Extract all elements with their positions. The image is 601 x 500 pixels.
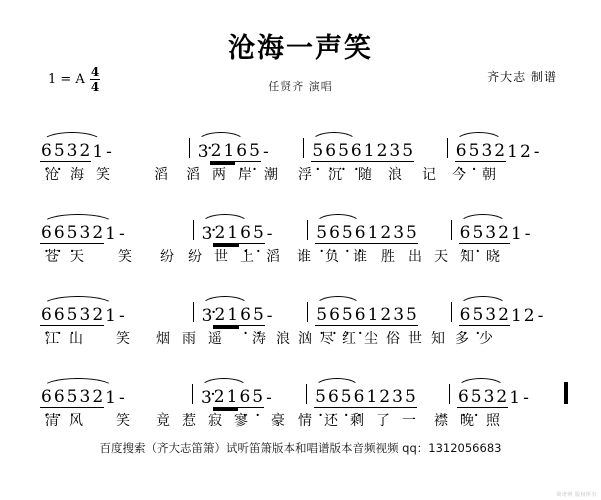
- lyric-syllable: 风: [69, 413, 83, 429]
- lyric-syllable: 惹: [182, 413, 196, 429]
- notes-row-3: [38, 292, 568, 326]
- note: 3 ·: [201, 224, 214, 244]
- note: 2: [494, 141, 506, 161]
- lyric-syllable: 今: [452, 167, 466, 183]
- lyric-syllable: 负: [325, 249, 339, 265]
- note: · 6: [40, 141, 53, 162]
- note: · 6: [40, 387, 53, 408]
- performer-credit: 任贤齐 演唱: [268, 80, 333, 93]
- key-label: 1 = A: [48, 72, 85, 87]
- note-extender: -: [118, 306, 125, 326]
- note-extender: -: [266, 306, 273, 326]
- barline: [451, 302, 452, 322]
- note-extender: -: [537, 306, 544, 326]
- note: · 6: [354, 223, 367, 244]
- barline: [189, 138, 190, 158]
- note: 1: [92, 142, 104, 162]
- barline: [193, 220, 194, 240]
- note: 1: [367, 223, 379, 243]
- note: 2: [210, 141, 222, 161]
- note: · 6: [328, 223, 341, 244]
- note-extender: -: [118, 224, 125, 244]
- measure: [309, 128, 441, 162]
- note-extender: -: [262, 142, 269, 162]
- measure: [198, 374, 301, 408]
- note: 1: [226, 387, 238, 407]
- lyric-syllable: 江: [45, 331, 59, 347]
- note: 1: [105, 388, 116, 408]
- measure: [313, 292, 445, 326]
- note: 2: [496, 387, 508, 407]
- note-extender: -: [266, 388, 272, 408]
- note: 3: [392, 387, 403, 407]
- note-extender: -: [533, 142, 540, 162]
- lyric-syllable: 记: [422, 167, 436, 183]
- note: 3 ·: [200, 388, 213, 408]
- note: · 5: [341, 223, 354, 244]
- note: · 5: [314, 387, 327, 408]
- lyric-syllable: 晓: [486, 249, 500, 265]
- lyric-syllable: 苍: [45, 249, 59, 265]
- note: 2: [519, 142, 531, 162]
- note-extender: -: [523, 388, 529, 408]
- lyric-syllable: 浮: [298, 167, 312, 183]
- lyric-syllable: 笑: [116, 331, 130, 347]
- note: 2: [380, 223, 392, 243]
- note: 3: [79, 305, 91, 325]
- lyric-syllable: 俗: [386, 331, 400, 347]
- note: · 5: [66, 387, 79, 408]
- note: · 6: [459, 305, 472, 326]
- measure: [38, 128, 184, 162]
- lyric-syllable: 涛: [252, 331, 266, 347]
- lyric-syllable: 出: [408, 249, 422, 265]
- note: · 5: [311, 141, 324, 162]
- note: 2: [92, 387, 104, 407]
- note: · 5: [53, 141, 66, 162]
- key-signature: [48, 66, 100, 93]
- note: 1: [366, 387, 378, 407]
- note-extender: -: [266, 224, 273, 244]
- lyric-syllable: 纷: [160, 249, 174, 265]
- note: 1: [363, 141, 375, 161]
- note: · 6: [238, 387, 251, 408]
- note: 2: [213, 387, 225, 407]
- lyric-syllable: 滔: [266, 249, 280, 265]
- note: 1: [223, 141, 235, 161]
- time-signature: [90, 66, 100, 93]
- page-title: 沧海一声笑: [228, 33, 373, 64]
- note: · 6: [459, 223, 472, 244]
- note: 2: [92, 305, 104, 325]
- barline: [307, 302, 308, 322]
- measure: [38, 374, 187, 408]
- note: 1: [105, 224, 116, 244]
- note: · 6: [350, 141, 363, 162]
- staff-system-1: [38, 128, 568, 202]
- lyric-syllable: 两: [212, 167, 226, 183]
- note: 3 ·: [201, 306, 214, 326]
- note: 1: [227, 305, 239, 325]
- lyric-syllable: 笑: [96, 167, 110, 183]
- lyric-syllable: 竟: [156, 413, 170, 429]
- note: 2: [379, 387, 391, 407]
- note: 3: [485, 223, 497, 243]
- lyric-row-1: [38, 166, 568, 192]
- note: 5: [406, 223, 417, 243]
- measure: [453, 128, 568, 162]
- lyric-syllable: 知: [460, 249, 474, 265]
- note: · 5: [66, 305, 79, 326]
- note: · 6: [235, 141, 248, 162]
- note: 3 ·: [197, 142, 210, 162]
- note: · 6: [40, 305, 53, 326]
- measure: [38, 292, 188, 326]
- lyric-syllable: 红: [342, 331, 356, 347]
- measure: [195, 128, 299, 162]
- note: · 5: [337, 141, 350, 162]
- measure: [457, 292, 568, 326]
- notes-row-4: [38, 374, 568, 408]
- note: · 5: [66, 223, 79, 244]
- note: 1: [105, 306, 116, 326]
- note: · 5: [315, 223, 328, 244]
- lyric-syllable: 烟: [156, 331, 170, 347]
- note: 3: [79, 223, 91, 243]
- watermark-text: 简谱网 版权所有: [556, 492, 597, 498]
- note: 3: [481, 141, 493, 161]
- lyric-syllable: 天: [434, 249, 448, 265]
- measure: [199, 292, 303, 326]
- time-signature-denominator: 4: [90, 80, 100, 94]
- note: · 5: [252, 305, 265, 326]
- lyric-syllable: 世: [214, 249, 228, 265]
- lyric-syllable: 尽: [320, 331, 334, 347]
- lyric-syllable: 笑: [116, 413, 130, 429]
- lyric-syllable: 剩: [350, 413, 364, 429]
- note: · 5: [248, 141, 261, 162]
- measure: [313, 210, 445, 244]
- lyric-syllable: 滔: [154, 167, 168, 183]
- note: · 5: [341, 305, 354, 326]
- note: · 6: [53, 387, 66, 408]
- staff-system-4: [38, 374, 568, 448]
- measure: [199, 210, 303, 244]
- lyric-syllable: 情: [298, 413, 312, 429]
- note: · 5: [471, 223, 484, 244]
- note: 2: [498, 305, 509, 325]
- note-extender: -: [118, 388, 125, 408]
- final-barline: [564, 382, 568, 404]
- lyric-syllable: 沧: [45, 167, 59, 183]
- barline: [192, 384, 193, 404]
- lyric-syllable: 笑: [118, 249, 132, 265]
- measure: [457, 210, 568, 244]
- note: 2: [498, 223, 509, 243]
- notes-row-1: [38, 128, 568, 162]
- note: 3: [389, 141, 401, 161]
- measure: [455, 374, 558, 408]
- note: · 6: [53, 305, 66, 326]
- lyric-syllable: 山: [69, 331, 83, 347]
- lyric-syllable: 知: [431, 331, 445, 347]
- lyric-syllable: 沉: [328, 167, 342, 183]
- note: 1: [507, 142, 518, 162]
- note: · 6: [353, 387, 366, 408]
- lyric-syllable: 汹: [298, 331, 312, 347]
- note: · 6: [354, 305, 367, 326]
- note: 1: [509, 388, 521, 408]
- measure: [38, 210, 188, 244]
- note-extender: -: [106, 142, 112, 162]
- arranger-credit: 齐大志 制谱: [487, 70, 557, 84]
- note: 1: [367, 305, 379, 325]
- lyric-syllable: 谁: [353, 249, 367, 265]
- lyric-syllable: 浪: [388, 167, 402, 183]
- notes-row-2: [38, 210, 568, 244]
- lyric-syllable: 襟: [434, 413, 448, 429]
- measure: [312, 374, 444, 408]
- note: · 6: [239, 305, 252, 326]
- staff-system-2: [38, 210, 568, 284]
- lyric-syllable: 清: [45, 413, 59, 429]
- lyric-syllable: 寥: [234, 413, 248, 429]
- lyric-syllable: 照: [486, 413, 500, 429]
- lyric-syllable: 纷: [188, 249, 202, 265]
- barline: [451, 220, 452, 240]
- lyric-syllable: 天: [70, 249, 84, 265]
- lyric-syllable: 还: [324, 413, 338, 429]
- barline: [303, 138, 304, 158]
- lyric-syllable: 海: [70, 167, 84, 183]
- lyric-syllable: 随: [358, 167, 372, 183]
- lyric-syllable: 晚: [460, 413, 474, 429]
- note: 2: [380, 305, 392, 325]
- staff-system-3: [38, 292, 568, 366]
- lyric-syllable: 上: [240, 249, 254, 265]
- note: 1: [227, 223, 239, 243]
- lyric-syllable: 岸: [238, 167, 252, 183]
- barline: [307, 220, 308, 240]
- note: 3: [483, 387, 495, 407]
- lyric-syllable: 豪: [271, 413, 285, 429]
- note: 3: [79, 387, 91, 407]
- note: · 6: [328, 305, 341, 326]
- lyric-row-2: [38, 248, 568, 274]
- note: · 5: [251, 387, 264, 408]
- lyric-syllable: 世: [408, 331, 422, 347]
- note: 2: [214, 305, 226, 325]
- note: 5: [404, 387, 416, 407]
- note: · 6: [239, 223, 252, 244]
- note: 3: [66, 141, 78, 161]
- lyric-syllable: 滔: [186, 167, 200, 183]
- barline: [193, 302, 194, 322]
- note: · 5: [340, 387, 353, 408]
- note: 3: [393, 305, 405, 325]
- lyric-syllable: 尘: [364, 331, 378, 347]
- lyric-syllable: 谁: [297, 249, 311, 265]
- note: · 6: [457, 387, 470, 408]
- note: · 5: [470, 387, 483, 408]
- lyric-syllable: 多: [455, 331, 469, 347]
- note: · 5: [471, 305, 484, 326]
- note: 3: [393, 223, 405, 243]
- note: 2: [214, 223, 226, 243]
- lyric-syllable: 少: [479, 331, 493, 347]
- lyric-syllable: 胜: [381, 249, 395, 265]
- barline: [447, 138, 448, 158]
- note: · 6: [324, 141, 337, 162]
- barline: [306, 384, 307, 404]
- note: 5: [402, 141, 414, 161]
- note: · 5: [315, 305, 328, 326]
- note: 2: [376, 141, 388, 161]
- note: · 5: [468, 141, 481, 162]
- lyric-syllable: 浪: [276, 331, 290, 347]
- lyric-syllable: 潮: [264, 167, 278, 183]
- lyric-row-4: [38, 412, 568, 438]
- lyric-syllable: 一: [402, 413, 416, 429]
- lyric-row-3: [38, 330, 568, 356]
- note: 5: [406, 305, 417, 325]
- note: · 6: [40, 223, 53, 244]
- time-signature-numerator: 4: [90, 65, 100, 79]
- lyric-syllable: 朝: [482, 167, 496, 183]
- lyric-syllable: 雨: [182, 331, 196, 347]
- note: 3: [485, 305, 497, 325]
- note: 2: [523, 306, 535, 326]
- note: 1: [510, 224, 522, 244]
- note-extender: -: [524, 224, 531, 244]
- note: 2: [92, 223, 104, 243]
- note: · 5: [252, 223, 265, 244]
- lyric-syllable: 寂: [208, 413, 222, 429]
- footer-note: 百度搜索（齐大志笛箫）试听笛箫版本和唱谱版本音频视频 qq：1312056683: [99, 441, 502, 455]
- note: · 6: [53, 223, 66, 244]
- note: · 6: [327, 387, 340, 408]
- note: · 6: [455, 141, 468, 162]
- barline: [449, 384, 450, 404]
- lyric-syllable: 遥: [208, 331, 222, 347]
- lyric-syllable: 了: [376, 413, 390, 429]
- note: 2: [79, 141, 91, 161]
- note: 1: [510, 306, 522, 326]
